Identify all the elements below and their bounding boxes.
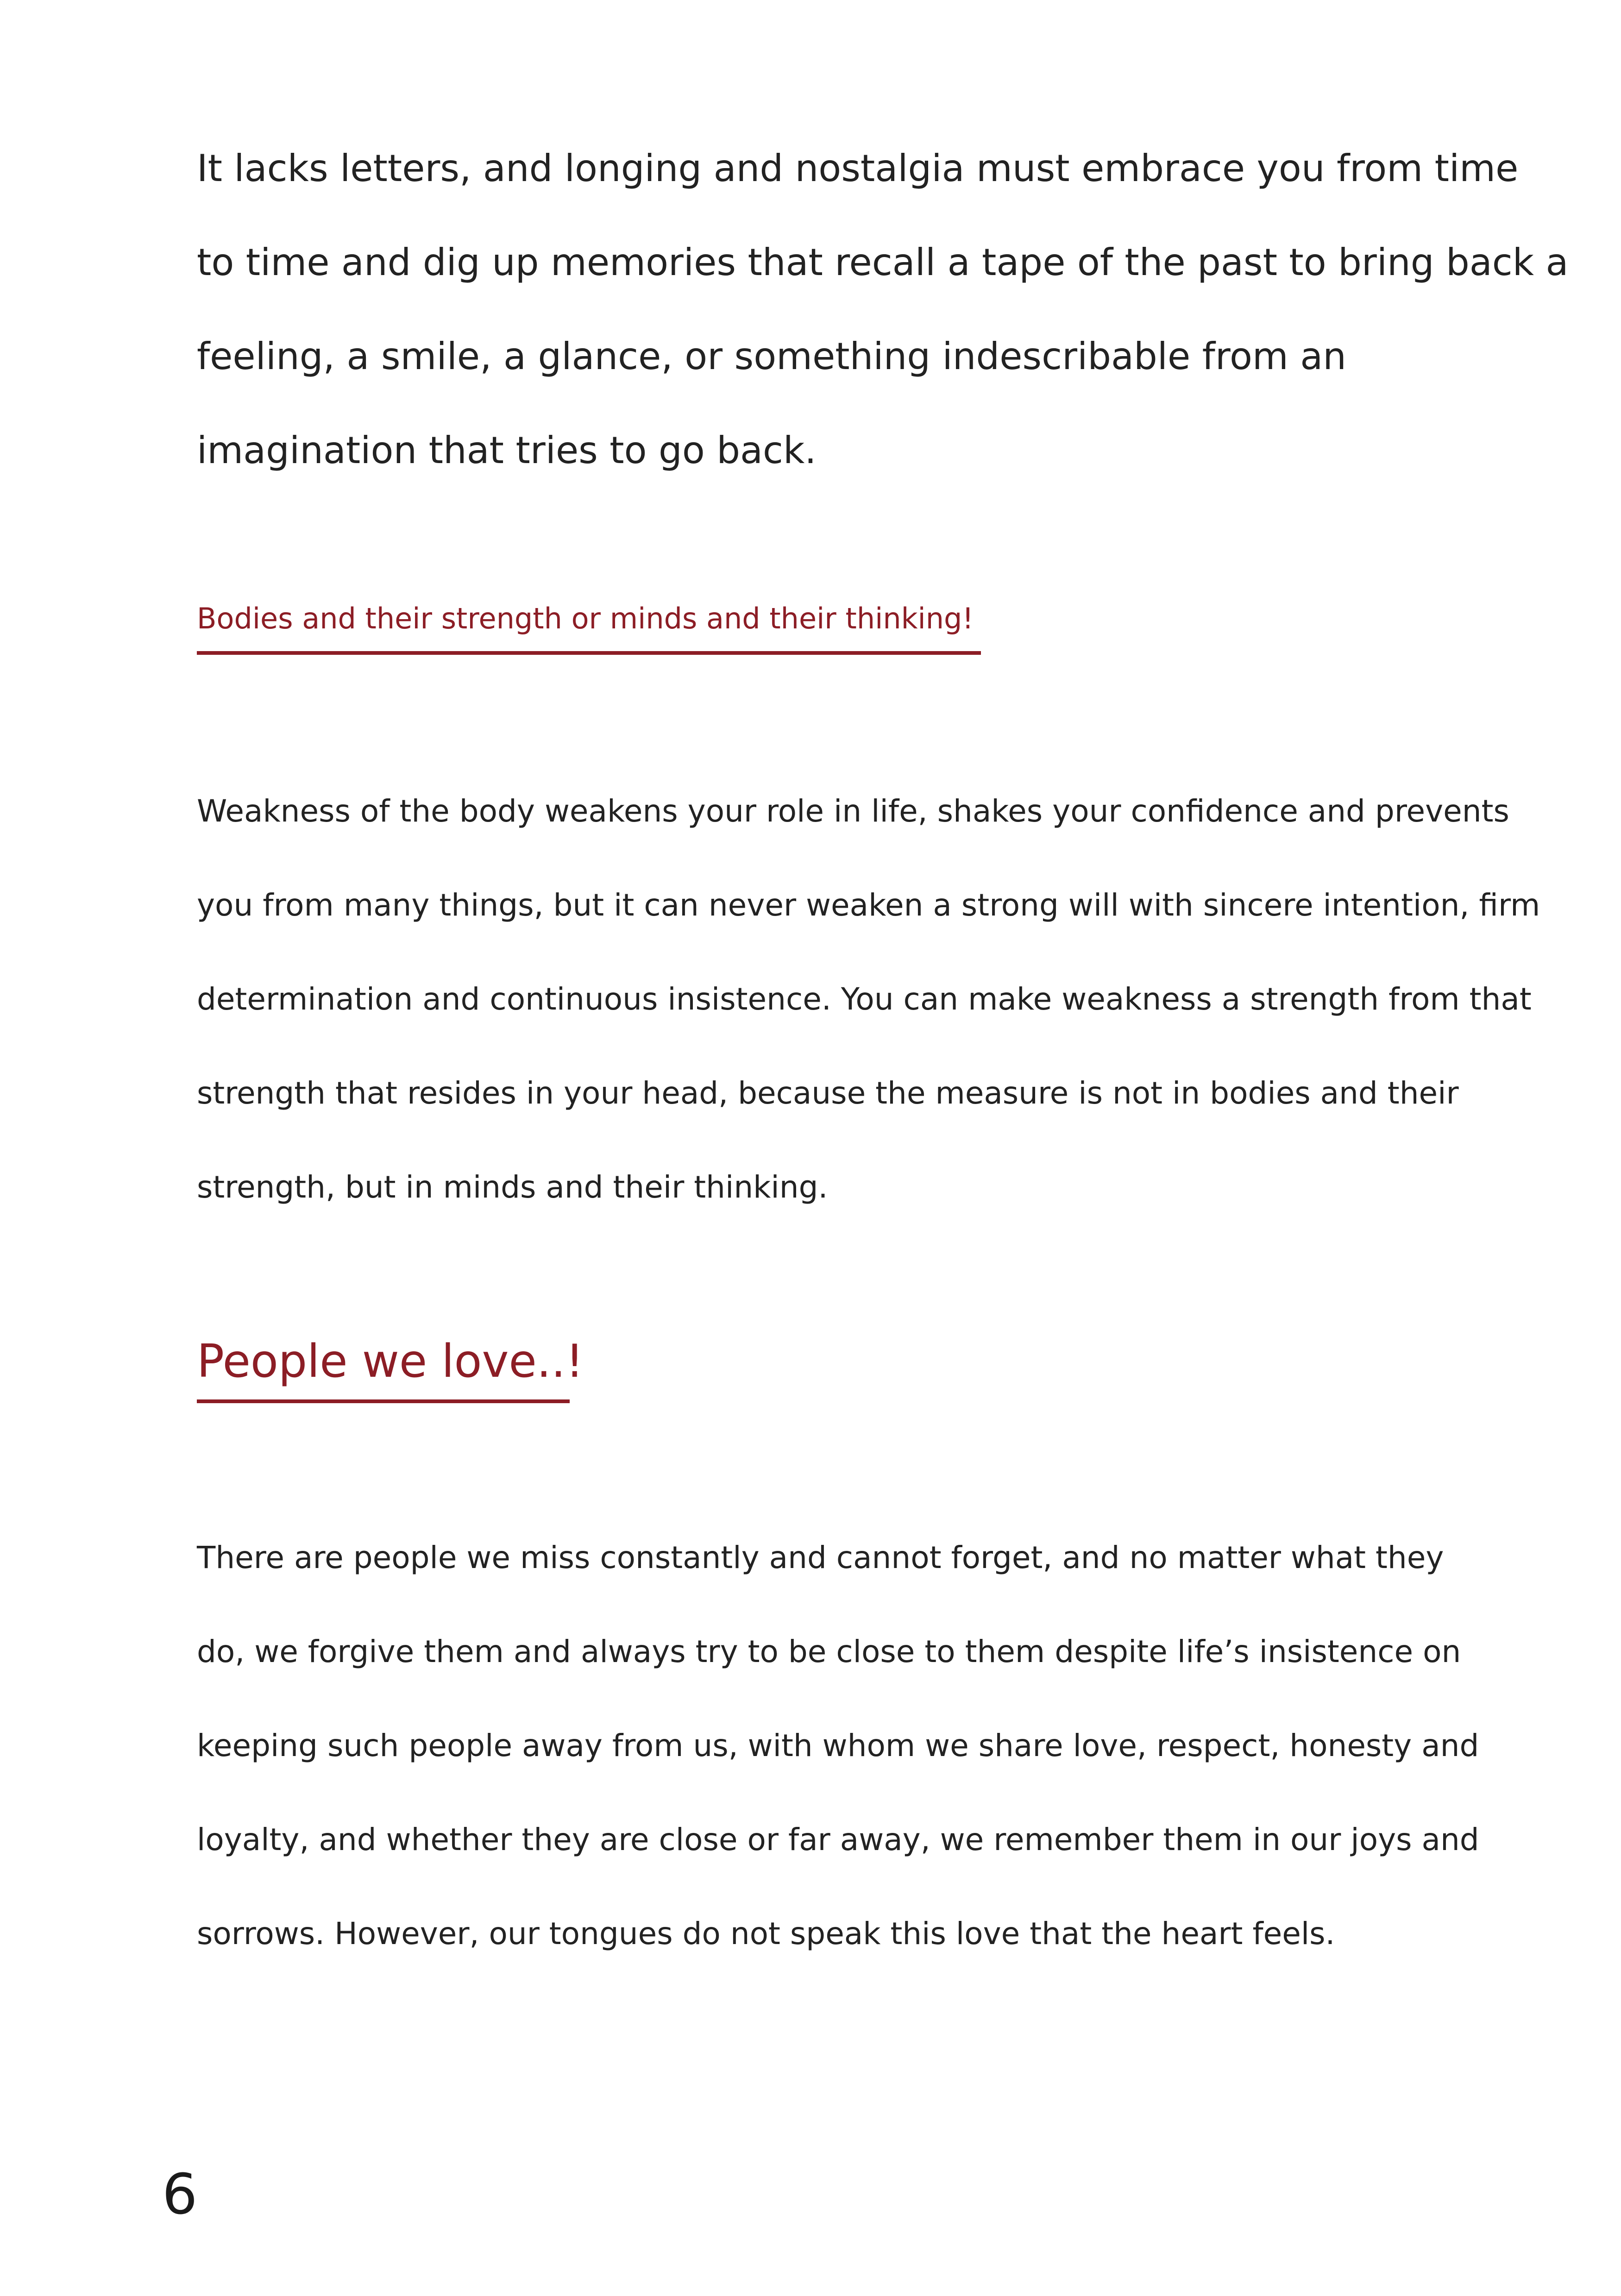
section-heading-people	[197, 1334, 584, 1389]
intro-paragraph	[197, 121, 1569, 497]
section-heading-bodies	[197, 600, 974, 637]
section-heading-text: People we love..!	[197, 1335, 584, 1388]
paragraph-line: Weakness of the body weakens your role in life, shakes your confidence and prevents	[197, 793, 1509, 829]
paragraph-line: you from many things, but it can never weaken a strong will with sincere intention, firm	[197, 887, 1540, 923]
heading-underline	[197, 1399, 570, 1403]
paragraph-line: It lacks letters, and longing and nostalgia must embrace you from time	[197, 147, 1519, 190]
paragraph-line: keeping such people away from us, with whom we share love, respect, honesty and	[197, 1728, 1479, 1763]
paragraph-line: determination and continuous insistence. You can make weakness a strength from that	[197, 981, 1532, 1017]
paragraph-line: strength, but in minds and their thinking.	[197, 1169, 828, 1205]
page-number: 6	[162, 2163, 198, 2227]
paragraph-line: sorrows. However, our tongues do not speak this love that the heart feels.	[197, 1916, 1335, 1951]
paragraph-line: imagination that tries to go back.	[197, 429, 817, 472]
people-paragraph	[197, 1511, 1540, 1981]
paragraph-line: to time and dig up memories that recall a tape of the past to bring back a	[197, 241, 1569, 284]
paragraph-line: feeling, a smile, a glance, or something indescribable from an	[197, 335, 1346, 378]
paragraph-line: loyalty, and whether they are close or far away, we remember them in our joys and	[197, 1822, 1479, 1857]
paragraph-line: do, we forgive them and always try to be close to them despite life’s insistence on	[197, 1634, 1461, 1669]
paragraph-line: There are people we miss constantly and cannot forget, and no matter what they	[197, 1540, 1444, 1575]
heading-underline	[197, 651, 981, 655]
section-heading-text: Bodies and their strength or minds and their thinking!	[197, 602, 974, 635]
bodies-paragraph	[197, 764, 1540, 1234]
paragraph-line: strength that resides in your head, because the measure is not in bodies and their	[197, 1075, 1459, 1111]
